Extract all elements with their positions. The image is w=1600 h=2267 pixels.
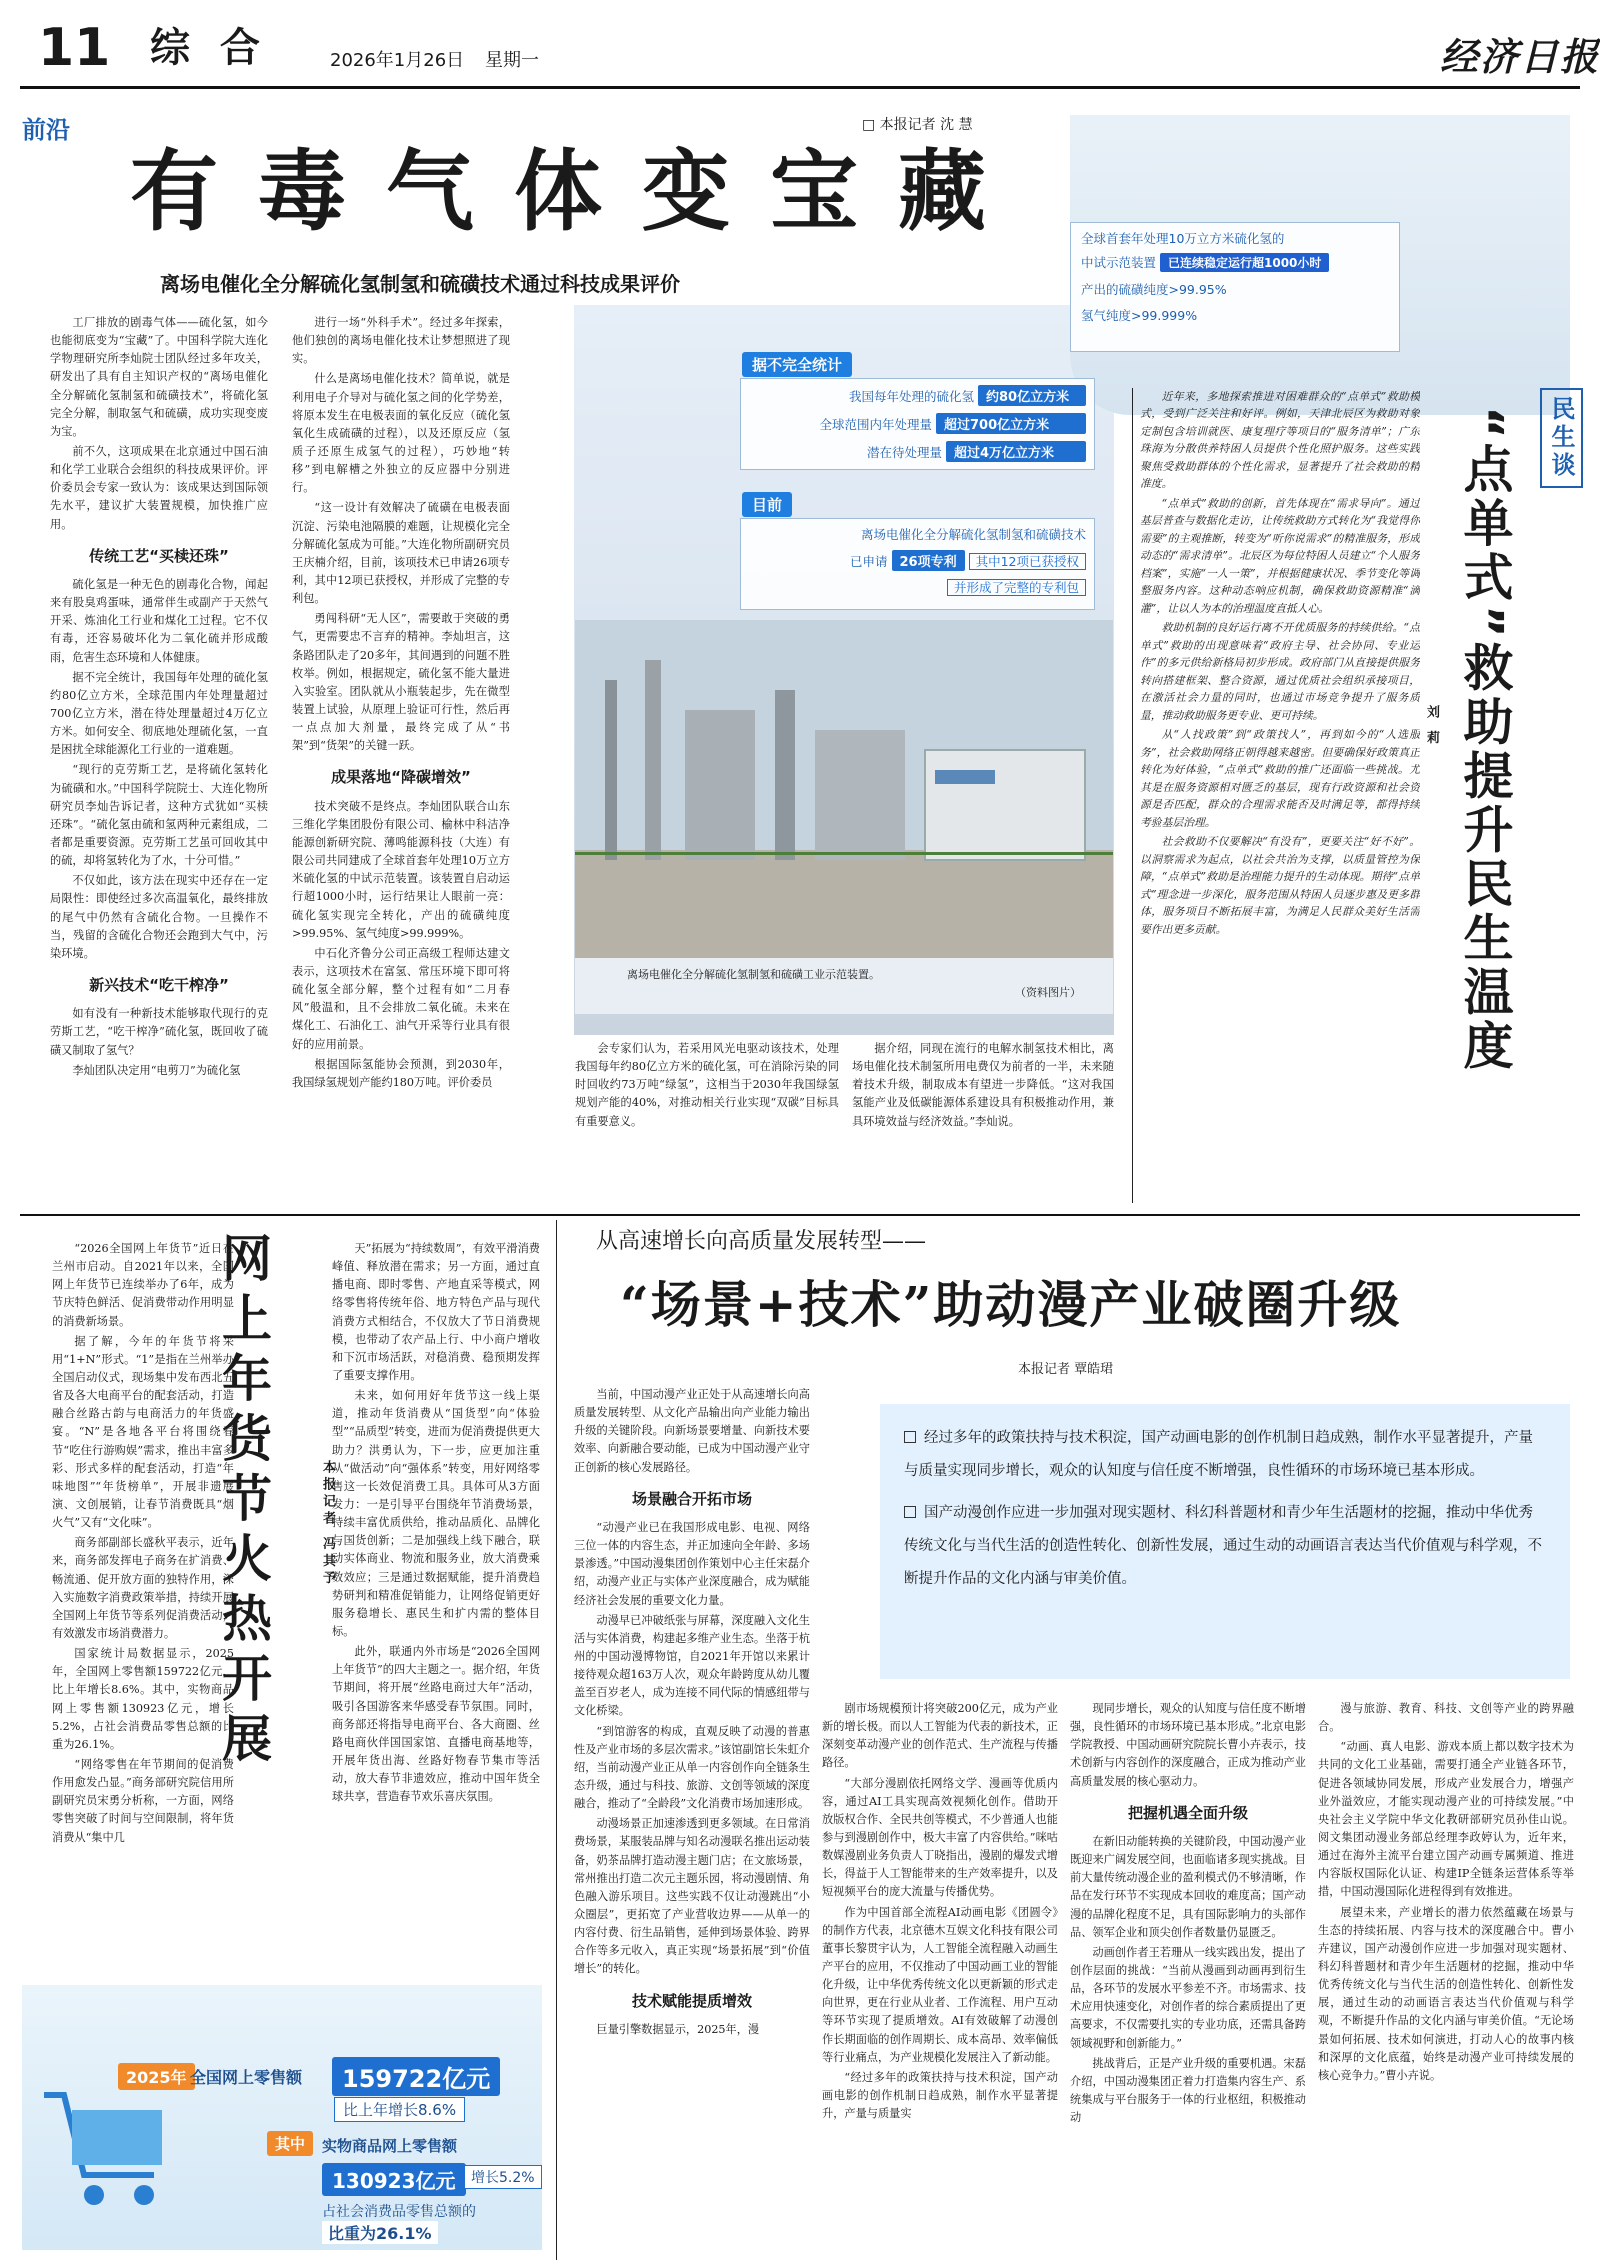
- text-block: 展望未来，产业增长的潜力依然蕴藏在场景与生态的持续拓展、内容与技术的深度融合中。曹小卉建议，国产动漫创作应进一步加强对现实题材、科幻科普题材和青少年生活题材的挖掘，推动中华优秀传统文化与当代生活的创造性转化、创新性发展，通过生动的动画语言表达当代价值观与科学观，不断提升作品的文化内涵与审美价值。“无论场景如何拓展、技术如何演进，打动人心的故事内核和深厚的文化底蕴，始终是动漫产业可持续发展的核心竞争力。”曹小卉说。: [1318, 1905, 1574, 2082]
- online-retail-label: 全国网上零售额: [190, 2068, 303, 2087]
- qizhong-badge: 其中: [267, 2131, 313, 2156]
- goods-retail-label: 实物商品网上零售额: [322, 2137, 458, 2155]
- now-pill-granted: 其中12项已获授权: [969, 553, 1086, 570]
- anime-kicker: 从高速增长向高质量发展转型——: [596, 1229, 927, 1254]
- now-line1: 离场电催化全分解硫化氢制氢和硫磺技术: [860, 527, 1086, 542]
- anime-byline: 本报记者 覃皓珺: [1018, 1362, 1114, 1377]
- photo-caption-text: 离场电催化全分解硫化氢制氢和硫磺工业示范装置。: [627, 968, 880, 981]
- goods-retail-growth: 增长5.2%: [464, 2165, 542, 2189]
- anime-col-3: [1070, 1700, 1306, 2256]
- page-number: 11: [38, 18, 111, 78]
- anime-col-4: [1318, 1700, 1574, 2256]
- article-title: 有毒气体变宝藏: [130, 140, 1027, 243]
- stat-value: 超过700亿立方米: [936, 413, 1086, 434]
- online-retail-growth: 比上年增长8.6%: [334, 2097, 465, 2122]
- text-block: 未来，如何用好年货节这一线上渠道，推动年货消费从“国货型”向“体验型”“品质型”转变，进而为促消费提供更大助力？洪勇认为，下一步，应更加注重从“做活动”向“强体系”转变，用好网络零售这一长效促消费工具。具体可从3方面发力：一是引导平台围绕年节消费场景，持续丰富优质供给，推动品质化、品牌化与国货创新；二是加强线上线下融合，联动实体商业、物流和服务业，放大消费乘数效应；三是通过数据赋能，提升消费趋势研判和精准促销能力，让网络促销更好服务稳增长、惠民生和扩内需的整体目标。: [332, 1389, 540, 1638]
- byline: □ 本报记者 沈 慧: [862, 117, 973, 133]
- text-block: “动漫产业已在我国形成电影、电视、网络三位一体的内容生态，并正加速向全年龄、多场景渗透。”中国动漫集团创作策划中心主任宋磊介绍，动漫产业正与实体产业深度融合，成为赋能经济社会发展的重要文化力量。: [574, 1521, 810, 1607]
- text-block: 如有没有一种新技术能够取代现行的克劳斯工艺，“吃干榨净”硫化氢，既回收了硫磺又制取了氢气？: [50, 1007, 268, 1057]
- now-patent-package: 并形成了完整的专利包: [947, 579, 1086, 596]
- top-box-line2-pill: 已连续稳定运行超1000小时: [1160, 253, 1329, 272]
- anime-col-1: [574, 1386, 810, 2256]
- masthead-rule: [20, 86, 1580, 89]
- text-block: 场景融合开拓市场: [631, 1489, 752, 1508]
- text-block: 现同步增长，观众的认知度与信任度不断增强，良性循环的市场环境已基本形成。”北京电影学院教授、中国动画研究院院长曹小卉表示，技术创新与内容创作的深度融合，正成为推动产业高质量发展的核心驱动力。: [1070, 1702, 1306, 1788]
- now-box: [740, 518, 1095, 610]
- top-box-line2: [1081, 253, 1389, 272]
- text-block: 挑战背后，正是产业升级的重要机遇。宋磊介绍，中国动漫集团正着力打造集内容生产、系统集成与平台服务于一体的行业枢纽，积极推动动: [1070, 2056, 1306, 2125]
- text-block: 成果落地“降碳增效”: [331, 768, 471, 787]
- text-block: 当前，中国动漫产业正处于从高速增长向高质量发展转型、从文化产品输出向产业能力输出升级的关键阶段。向新场景要增量、向新技术要效率、向新融合要动能，已成为中国动漫产业守正创新的核心发展路径。: [574, 1388, 810, 1474]
- text-block: 李灿团队决定用“电剪刀”为硫化氢: [72, 1063, 241, 1077]
- text-block: 新兴技术“吃干榨净”: [89, 975, 229, 994]
- text-block: 什么是离场电催化技术？简单说，就是利用电子介导对与硫化氢之间的化学势差，将原本发生在电极表面的氧化反应（硫化氢氧化生成硫磺的过程），以及还原反应（氢质子还原生成氢气的过程），巧妙地“转移”到电解槽之外独立的反应器中分别进行。: [292, 372, 510, 495]
- section-rule: [20, 1214, 1580, 1216]
- column-tag: 前沿: [22, 116, 70, 144]
- top-col-2: [292, 314, 510, 1204]
- text-block: 天”拓展为“持续数周”，有效平滑消费峰值、释放潜在需求；另一方面，通过直播电商、即时零售、产地直采等模式，网络零售将传统年俗、地方特色产品与现代消费方式相结合，不仅放大了节日消费规模，也带动了农产品上行、中小商户增收和下沉市场活跃，对稳消费、稳预期发挥了重要支撑作用。: [332, 1242, 540, 1382]
- stat-row: [749, 413, 1086, 434]
- stats-box: [740, 378, 1095, 470]
- newspaper-logo: 经济日报: [1440, 34, 1600, 79]
- square-bullet-icon: [904, 1431, 916, 1443]
- commentary-title: “点单式”救助提升民生温度: [1455, 406, 1514, 1074]
- square-bullet-icon: [904, 1506, 916, 1518]
- section-name: 综 合: [150, 25, 268, 71]
- text-block: 在新旧动能转换的关键阶段，中国动漫产业既迎来广阔发展空间，也面临诸多现实挑战。目前大量传统动漫企业的盈利模式仍不够清晰，作品在发行环节不实现成本回收的难度高；国产动漫的品牌化程度不足，具有国际影响力的头部作品、领军企业和顶尖创作者数量仍显匮乏。: [1070, 1835, 1306, 1939]
- stat-row: [749, 441, 1086, 462]
- text-block: 把握机遇全面升级: [1127, 1803, 1248, 1822]
- nianhuo-col-2: [332, 1240, 540, 1950]
- text-block: 会专家们认为，若采用风光电驱动该技术，处理我国每年约80亿立方米的硫化氢，可在消除污染的同时回收约73万吨“绿氢”，这相当于2030年我国绿氢规划产能的40%，对推动相关行业实现“双碳”目标具有重要意义。: [575, 1042, 839, 1128]
- text-block: 商务部副部长盛秋平表示，近年来，商务部发挥电子商务在扩消费、畅流通、促开放方面的独特作用，深入实施数字消费政策举措，持续开展全国网上年货节等系列促消费活动，有效激发市场消费潜力。: [52, 1536, 234, 1640]
- text-block: 巨量引擎数据显示，2025年，漫: [596, 2022, 760, 2036]
- lower-divider: [556, 1220, 557, 2260]
- text-block: 中石化齐鲁分公司正高级工程师达建文表示，这项技术在富氢、常压环境下即可将硫化氢全部分解，整个过程有如“二月春风”般温和，且不会排放二氧化硫。未来在煤化工、石油化工、油气开采等行业具有很好的应用前景。: [292, 946, 510, 1051]
- stat-label: 我国每年处理的硫化氢: [849, 389, 975, 404]
- text-block: “2026全国网上年货节”近日在兰州市启动。自2021年以来，全国网上年货节已连续举办了6年，成为节庆特色鲜活、促消费带动作用明显的消费新场景。: [52, 1242, 234, 1328]
- top-col-1: [50, 314, 268, 1204]
- stat-value: 超过4万亿立方米: [946, 441, 1086, 462]
- summary-text-2: 国产动漫创作应进一步加强对现实题材、科幻科普题材和青少年生活题材的挖掘，推动中华优秀传统文化与当代生活的创造性转化、创新性发展，通过生动的动画语言表达当代价值观与科学观，不断提升作品的文化内涵与审美价值。: [904, 1505, 1542, 1587]
- issue-date: 2026年1月26日: [330, 50, 465, 71]
- text-block: 动画创作者王若珊从一线实践出发，提出了创作层面的挑战：“当前从漫画到动画再到衍生品，各环节的发展水平参差不齐。市场需求、技术应用快速变化，对创作者的综合素质提出了更高要求，不仅需要扎实的专业功底，还需具备跨领域视野和创新能力。”: [1070, 1945, 1306, 2050]
- text-block: “到馆游客的构成，直观反映了动漫的普惠性及产业市场的多层次需求。”该馆副馆长朱虹介绍，当前动漫产业正从单一内容创作向全链条生态升级，通过与科技、旅游、文创等领域的深度融合，推动了“全龄段”文化消费市场加速形成。: [574, 1724, 810, 1811]
- text-block: 勇闯科研“无人区”，需要敢于突破的勇气，更需要忠不言弃的精神。李灿坦言，这条路团队走了20多年，其间遇到的问题不胜枚举。例如，根据规定，硫化氢不能大量进入实验室。团队就从小瓶装起步，先在微型装置上试验，从原理上验证可行性，然后再一点点加大剂量，最终完成了从“书架”到“货架”的关键一跃。: [292, 612, 510, 753]
- commentary-author: 刘 莉: [1424, 705, 1439, 748]
- text-block: “动画、真人电影、游戏本质上都以数字技术为共同的文化工业基础，需要打通全产业链各环节，促进各领域协同发展，形成产业发展合力，增强产业外溢效应，才能实现动漫产业的可持续发展。”中央社会主义学院中华文化教研部研究员孙佳山说。阅文集团动漫业务部总经理李政婷认为，近年来，通过在海外主流平台建立国产动画专属频道、推进内容版权国际化认证、构建IP全链条运营体系等举措，中国动漫国际化进程得到有效推进。: [1318, 1740, 1574, 1899]
- text-block: 工厂排放的剧毒气体——硫化氢，如今也能彻底变为“宝藏”了。中国科学院大连化学物理研究所李灿院士团队经过多年攻关，研发出了具有自主知识产权的“离场电催化全分解硫化氢制氢和硫磺技术”，将硫化氢完全分解，制取氢气和硫磺，成功实现变废为宝。: [50, 316, 268, 438]
- anime-summary-box: [880, 1404, 1570, 1679]
- text-block: “大部分漫剧依托网络文学、漫画等优质内容，通过AI工具实现高效视频化创作。借助开放版权合作、全民共创等模式，不少普通人也能参与到漫剧创作中，极大丰富了内容供给。”咪咕数媒漫剧业务负责人丁晓指出，漫剧的爆发式增长，得益于人工智能带来的生产效率提升，以及短视频平台的庞大流量与传播优势。: [822, 1776, 1058, 1899]
- text-block: 硫化氢是一种无色的剧毒化合物，闻起来有股臭鸡蛋味，通常伴生或副产于天然气开采、炼油化工行业和煤化工过程。它不仅有毒，还容易破坏化为二氧化硫并形成酸雨，危害生态环境和人体健康。: [50, 577, 268, 664]
- text-block: 技术赋能提质增效: [631, 1991, 752, 2010]
- plant-photo-caption: [575, 958, 1113, 1014]
- top-box-line2-text: 中试示范装置: [1081, 255, 1157, 270]
- text-block: 漫与旅游、教育、科技、文创等产业的跨界融合。: [1318, 1702, 1574, 1734]
- text-block: 技术突破不是终点。李灿团队联合山东三维化学集团股份有限公司、榆林中科洁净能源创新研究院、薄鸣能源科技（大连）有限公司共同建成了全球首套年处理10万立方米硫化氢的中试示范装置。该装置自启动运行超1000小时，运行结果让人眼前一亮：硫化氢实现完全转化，产出的硫磺纯度>99.95%、氢气纯度>99.999%。: [292, 799, 510, 940]
- text-block: 据了解，今年的年货节将采用“1+N”形式。“1”是指在兰州举办全国启动仪式，现场集中发布西北五省及各大电商平台的配套活动，打造融合丝路古韵与电商活力的年货盛宴。“N”是各地各平台将围绕春节“吃住行游购娱”需求，推出丰富多彩、形式多样的配套活动，打造“年味地图”“年货榜单”，开展非遗展演、文创展销，让春节消费既具“烟火气”又有“文化味”。: [52, 1334, 234, 1530]
- text-block: “现行的克劳斯工艺，是将硫化氢转化为硫磺和水。”中国科学院院士、大连化物所研究员李灿告诉记者，这种方式犹如“买椟还珠”。“硫化氢由硫和氢两种元素组成，二者都是重要资源。克劳斯工艺虽可回收其中的硫，却将氢转化为了水，十分可惜。”: [50, 763, 268, 868]
- text-block: 动漫早已冲破纸张与屏幕，深度融入文化生活与实体消费，构建起多维产业生态。坐落于杭州的中国动漫博物馆，自2021年开馆以来累计接待观众超163万人次，观众年龄跨度从幼儿覆盖至百岁老人，成为连接不同代际的情感纽带与文化桥梁。: [574, 1613, 810, 1718]
- text-block: 近年来，多地探索推进对困难群众的“点单式”救助模式，受到广泛关注和好评。例如，天津北辰区为救助对象定制包含培训就医、康复理疗等项目的“服务清单”；广东珠海为分散供养特困人员提供个性化照护服务。这些实践聚焦受救助群体的个性化需求，显著提升了社会救助的精准度。: [1140, 390, 1420, 491]
- anime-col-2: [822, 1700, 1058, 2256]
- text-block: 作为中国首部全流程AI动画电影《团圆令》的制作方代表，北京德木互娱文化科技有限公司董事长黎贯宇认为，人工智能全流程融入动画生产平台的应用，不仅推动了中国动画工业的智能化升级，让中华优秀传统文化以更新颖的形式走向世界，更在行业从业者、工作流程、用户互动等环节实现了提质增效。AI有效破解了动漫创作长期面临的创作周期长、成本高昂、效率偏低等行业痛点，为产业规模化发展注入了新动能。: [822, 1905, 1058, 2064]
- share-label: 占社会消费品零售总额的: [322, 2204, 476, 2220]
- text-block: 国家统计局数据显示，2025年，全国网上零售额159722亿元，比上年增长8.6%。其中，实物商品网上零售额130923亿元，增长5.2%，占社会消费品零售总额的比重为26.1%。: [52, 1647, 234, 1751]
- text-block: 根据国际氢能协会预测，到2030年，我国绿氢规划产能约180万吨。评价委员: [292, 1057, 510, 1089]
- text-block: 前不久，这项成果在北京通过中国石油和化学工业联合会组织的科技成果评价。评价委员会专家一致认为：该成果达到国际领先水平，建议扩大装置规模，加快推广应用。: [50, 444, 268, 531]
- goods-retail-value: 130923亿元: [322, 2163, 466, 2196]
- text-block: 动漫场景正加速渗透到更多领域。在日常消费场景，某服装品牌与知名动漫联名推出运动装备，奶茶品牌打造动漫主题门店；在文旅场景，常州推出打造二次元主题乐园，将动漫剧情、角色融入游乐项目。这些实践不仅让动漫跳出“小众圈层”，更拓宽了产业营收边界——从单一的内容付费、衍生品销售，延伸到场景体验、跨界合作等多元收入，真正实现“场景拓展”到“价值增长”的转化。: [574, 1817, 810, 1976]
- share-value: 比重为26.1%: [322, 2221, 438, 2244]
- text-block: 据介绍，同现在流行的电解水制氢技术相比，离场电催化技术制氢所用电费仅为前者的一半，未来随着技术升级，制取成本有望进一步降低。“这对我国氢能产业及低碳能源体系建设具有积极推动作用，兼具环境效益与经济效益。”李灿说。: [852, 1042, 1114, 1128]
- nianhuo-byline: 本报记者 冯其予: [320, 1460, 335, 1588]
- nianhuo-col-1: [52, 1240, 234, 2020]
- masthead: [0, 0, 1600, 82]
- plant-photo-image: [575, 620, 1113, 960]
- text-block: 进行一场“外科手术”。经过多年探索，他们独创的离场电催化技术让梦想照进了现实。: [292, 316, 510, 366]
- summary-text-1: 经过多年的政策扶持与技术积淀，国产动画电影的创作机制日趋成熟，制作水平显著提升，产量与质量实现同步增长，观众的认知度与信任度不断增强，良性循环的市场环境已基本形成。: [904, 1430, 1533, 1479]
- text-block: 从“人找政策”到“政策找人”，再到如今的“人选服务”，社会救助网络正朝得越来越密。但要确保好政策真正转化为好体验，“点单式”救助的推广还面临一些挑战。尤其是在服务资源相对匮乏的基层，现有行政资源和社会资源是否匹配，群众的合理需求能否及时满足等，都得持续考验基层治理。: [1140, 728, 1420, 829]
- text-block: 据不完全统计，我国每年处理的硫化氢约80亿立方米，全球范围内年处理量超过700亿立方米，潜在待处理量超过4万亿立方米。如何安全、彻底地处理硫化氢，一直是困扰全球能源化工行业的一道难题。: [50, 670, 268, 757]
- top-box-line4: 氢气纯度>99.999%: [1081, 308, 1198, 323]
- text-block: 剧市场规模预计将突破200亿元，成为产业新的增长极。而以人工智能为代表的新技术，正深刻变革动漫产业的创作范式、生产流程与传播路径。: [822, 1702, 1058, 1770]
- issue-weekday: 星期一: [485, 50, 539, 71]
- stat-row: [749, 385, 1086, 406]
- summary-point-2: [904, 1497, 1546, 1595]
- text-block: 社会救助不仅要解决“有没有”，更要关注“好不好”。以洞察需求为起点，以社会共治为支撑，以质量管控为保障，“点单式”救助是治理能力提升的生动体现。期待“点单式”理念进一步深化，服务范围从特困人员逐步惠及更多群体，服务项目不断拓展丰富，为满足人民群众美好生活需要作出更多贡献。: [1140, 835, 1420, 936]
- photo-source: （资料图片）: [1015, 985, 1081, 999]
- top-box-line3: 产出的硫磺纯度>99.95%: [1081, 282, 1227, 297]
- top-box-line1: 全球首套年处理10万立方米硫化氢的: [1081, 231, 1285, 246]
- now-pre: 已申请: [850, 554, 888, 569]
- top-col-4: [852, 1040, 1114, 1205]
- stat-label: 潜在待处理量: [867, 445, 943, 460]
- nianhuo-chart: [22, 1985, 542, 2250]
- now-pill-patents: 26项专利: [892, 550, 965, 571]
- commentary-divider: [1132, 388, 1133, 1203]
- text-block: 传统工艺“买椟还珠”: [89, 546, 229, 565]
- text-block: “网络零售在年节期间的促消费作用愈发凸显。”商务部研究院信用所副研究员宋勇分析称，一方面，网络零售突破了时间与空间限制，将年货消费从“集中几: [52, 1757, 234, 1844]
- commentary-body: [1140, 388, 1420, 1200]
- nianhuo-title: 网上年货节火热开展: [214, 1232, 272, 1772]
- stat-value: 约80亿立方米: [978, 385, 1086, 406]
- now-line2: [749, 550, 1086, 571]
- plant-photo: [575, 620, 1113, 960]
- year-badge: 2025年: [118, 2063, 195, 2090]
- summary-point-1: [904, 1422, 1546, 1487]
- now-line3: [749, 578, 1086, 596]
- commentary-tag: 民生谈: [1540, 388, 1583, 488]
- text-block: “经过多年的政策扶持与技术积淀，国产动画电影的创作机制日趋成熟，制作水平显著提升，产量与质量实: [822, 2070, 1058, 2121]
- text-block: 救助机制的良好运行离不开优质服务的持续供给。“点单式”救助的出现意味着“政府主导、社会协同、专业运作”的多元供给新格局初步形成。政府部门从直接提供服务转向搭建框架、整合资源，通过优质社会组织承接项目，在激活社会力量的同时，也通过市场竞争提升了服务质量，推动救助服务更专业、更可持续。: [1140, 621, 1420, 722]
- top-col-3: [575, 1040, 839, 1205]
- text-block: 不仅如此，该方法在现实中还存在一定局限性：即使经过多次高温氧化，最终排放的尾气中仍然有含硫化合物。一旦操作不当，残留的含硫化合物还会跑到大气中，污染环境。: [50, 874, 268, 960]
- stat-label: 全球范围内年处理量: [819, 417, 933, 432]
- text-block: “点单式”救助的创新，首先体现在“需求导向”。通过基层普查与数据化走访，让传统救助方式转化为“我觉得你需要”的主观推断，转变为“听你说需求”的精准服务，形成动态的“需求清单”。北辰区为每位特困人员建立“个人服务档案”，实施“一人一策”，并根据健康状况、季节变化等调整服务内容。这种动态响应机制，确保救助资源精准“滴灌”，让以人为本的治理温度直抵人心。: [1140, 496, 1420, 615]
- article-subtitle: 离场电催化全分解硫化氢制氢和硫磺技术通过科技成果评价: [160, 272, 680, 296]
- text-block: “这一设计有效解决了硫磺在电极表面沉淀、污染电池隔膜的难题，让规模化完全分解硫化氢成为可能。”大连化物所副研究员王庆楠介绍，目前，该项技术已申请26项专利，其中12项已获授权，并形成了完整的专利包。: [292, 501, 510, 606]
- text-block: 此外，联通内外市场是“2026全国网上年货节”的四大主题之一。据介绍，年货节期间，将开展“丝路电商过大年”活动，吸引各国游客来华感受春节氛围。同时，商务部还将指导电商平台、各大商圈、丝路电商伙伴国国家馆、直播电商基地等，开展年货出海、丝路好物春节集市等活动，放大春节非遗效应，推动中国年货全球共享，营造春节欢乐喜庆氛围。: [332, 1645, 540, 1804]
- online-retail-value: 159722亿元: [332, 2057, 500, 2096]
- now-badge: 目前: [742, 492, 792, 517]
- infographic-top-box: [1070, 222, 1400, 352]
- stats-badge: 据不完全统计: [742, 352, 852, 377]
- anime-title: “场景+技术”助动漫产业破圈升级: [620, 1275, 1402, 1334]
